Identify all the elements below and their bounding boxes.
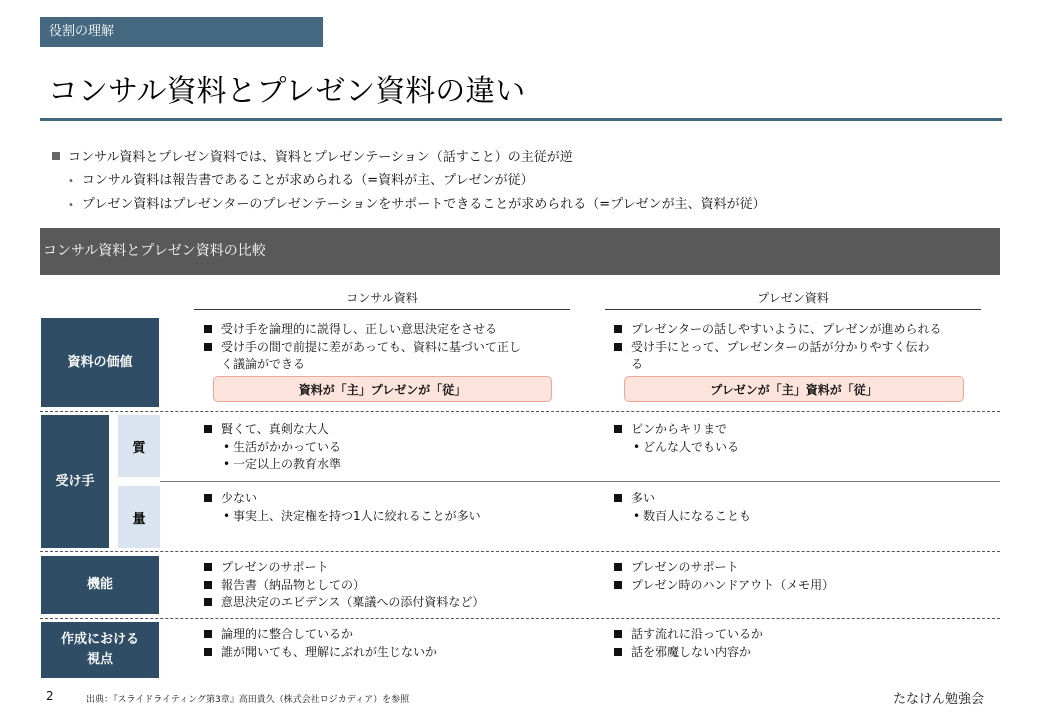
- list-item: プレゼンターの話しやすいように、プレゼンが進められる: [614, 321, 990, 339]
- subrow-header-quantity: 量: [118, 486, 160, 548]
- value-consul-cell: [204, 321, 574, 374]
- list-item: 意思決定のエビデンス（稟議への添付資料など）: [204, 594, 574, 612]
- value-presen-cell: [614, 321, 990, 374]
- list-item: プレゼン時のハンドアウト（メモ用）: [614, 577, 990, 595]
- column-header-rule: [194, 309, 570, 310]
- row-header-function: 機能: [41, 556, 159, 614]
- viewpoint-consul-cell: [204, 626, 574, 661]
- dot-bullet-icon: •: [223, 508, 231, 523]
- list-subitem: • 数百人になることも: [614, 508, 990, 526]
- consul-priority-tag: 資料が「主」プレゼンが「従」: [213, 376, 552, 402]
- quality-consul-cell: [204, 421, 574, 474]
- quantity-consul-cell: [204, 490, 574, 525]
- list-item: 論理的に整合しているか: [204, 626, 574, 644]
- list-item: 受け手を論理的に説得し、正しい意思決定をさせる: [204, 321, 574, 339]
- row-header-value: 資料の価値: [41, 318, 159, 407]
- sub-bullet-text: プレゼン資料はプレゼンターのプレゼンテーションをサポートできることが求められる（=プレゼンが主、資料が従）: [81, 197, 766, 212]
- section-tag: 役割の理解: [40, 17, 323, 47]
- square-bullet-icon: [204, 343, 212, 351]
- quality-presen-cell: [614, 421, 990, 456]
- dot-bullet-icon: •: [223, 439, 231, 454]
- quantity-presen-cell: [614, 490, 990, 525]
- square-bullet-icon: [204, 325, 212, 333]
- list-item: 受け手の間で前提に差があっても、資料に基づいて正し: [204, 339, 574, 357]
- main-bullet-text: コンサル資料とプレゼン資料では、資料とプレゼンテーション（話すこと）の主従が逆: [68, 150, 573, 165]
- dot-bullet-icon: •: [68, 200, 74, 211]
- list-item: ピンからキリまで: [614, 421, 990, 439]
- row-divider: [40, 618, 1000, 619]
- list-item: プレゼンのサポート: [204, 559, 574, 577]
- viewpoint-presen-cell: [614, 626, 990, 661]
- list-item: 誰が聞いても、理解にぶれが生じないか: [204, 644, 574, 662]
- square-bullet-icon: [614, 325, 622, 333]
- column-header-rule: [605, 309, 981, 310]
- square-bullet-icon: [614, 425, 622, 433]
- square-bullet-icon: [614, 648, 622, 656]
- list-subitem: • 一定以上の教育水準: [204, 456, 574, 474]
- page-number: 2: [46, 689, 54, 703]
- list-item: 受け手にとって、プレゼンターの話が分かりやすく伝わ: [614, 339, 990, 357]
- presen-priority-tag: プレゼンが「主」資料が「従」: [624, 376, 964, 402]
- function-consul-cell: [204, 559, 574, 612]
- brand-label: たなけん勉強会: [893, 692, 985, 707]
- square-bullet-icon: [204, 494, 212, 502]
- list-item: プレゼンのサポート: [614, 559, 990, 577]
- square-bullet-icon: [52, 152, 60, 160]
- sub-bullet: [68, 172, 534, 191]
- page-title: コンサル資料とプレゼン資料の違い: [48, 74, 526, 109]
- square-bullet-icon: [614, 343, 622, 351]
- square-bullet-icon: [204, 648, 212, 656]
- list-subitem: • どんな人でもいる: [614, 439, 990, 457]
- list-item: 少ない: [204, 490, 574, 508]
- row-divider: [40, 411, 1000, 412]
- list-subitem: • 事実上、決定権を持つ1人に絞れることが多い: [204, 508, 574, 526]
- list-item: 話す流れに沿っているか: [614, 626, 990, 644]
- square-bullet-icon: [204, 598, 212, 606]
- list-item: 多い: [614, 490, 990, 508]
- row-header-viewpoint: [41, 622, 159, 678]
- square-bullet-icon: [614, 563, 622, 571]
- row-header-viewpoint-line2: 視点: [86, 652, 113, 667]
- sub-bullet: [68, 196, 766, 215]
- source-citation: 出典：『スライドライティング第3章』高田貴久（株式会社ロジカディア）を参照: [86, 695, 410, 705]
- subrow-divider: [160, 481, 1000, 482]
- list-item-continuation: く議論ができる: [221, 357, 306, 371]
- list-item-continuation: る: [631, 357, 644, 371]
- square-bullet-icon: [614, 494, 622, 502]
- column-header-presen: プレゼン資料: [757, 291, 829, 305]
- row-divider: [40, 551, 1000, 552]
- list-item: 報告書（納品物としての）: [204, 577, 574, 595]
- comparison-banner: コンサル資料とプレゼン資料の比較: [40, 228, 1000, 275]
- square-bullet-icon: [204, 581, 212, 589]
- list-item: 賢くて、真剣な大人: [204, 421, 574, 439]
- list-item: 話を邪魔しない内容か: [614, 644, 990, 662]
- main-bullet: [52, 149, 573, 167]
- title-underline: [40, 118, 1002, 121]
- subrow-header-quality: 質: [118, 415, 160, 477]
- square-bullet-icon: [204, 630, 212, 638]
- dot-bullet-icon: •: [633, 439, 641, 454]
- column-header-consul: コンサル資料: [346, 291, 418, 305]
- list-subitem: • 生活がかかっている: [204, 439, 574, 457]
- row-header-viewpoint-line1: 作成における: [60, 632, 139, 647]
- square-bullet-icon: [614, 630, 622, 638]
- dot-bullet-icon: •: [633, 508, 641, 523]
- square-bullet-icon: [204, 563, 212, 571]
- dot-bullet-icon: •: [223, 457, 231, 471]
- dot-bullet-icon: •: [68, 176, 74, 187]
- row-header-receiver: 受け手: [41, 415, 109, 548]
- square-bullet-icon: [204, 425, 212, 433]
- function-presen-cell: [614, 559, 990, 594]
- square-bullet-icon: [614, 581, 622, 589]
- sub-bullet-text: コンサル資料は報告書であることが求められる（=資料が主、プレゼンが従）: [81, 173, 534, 188]
